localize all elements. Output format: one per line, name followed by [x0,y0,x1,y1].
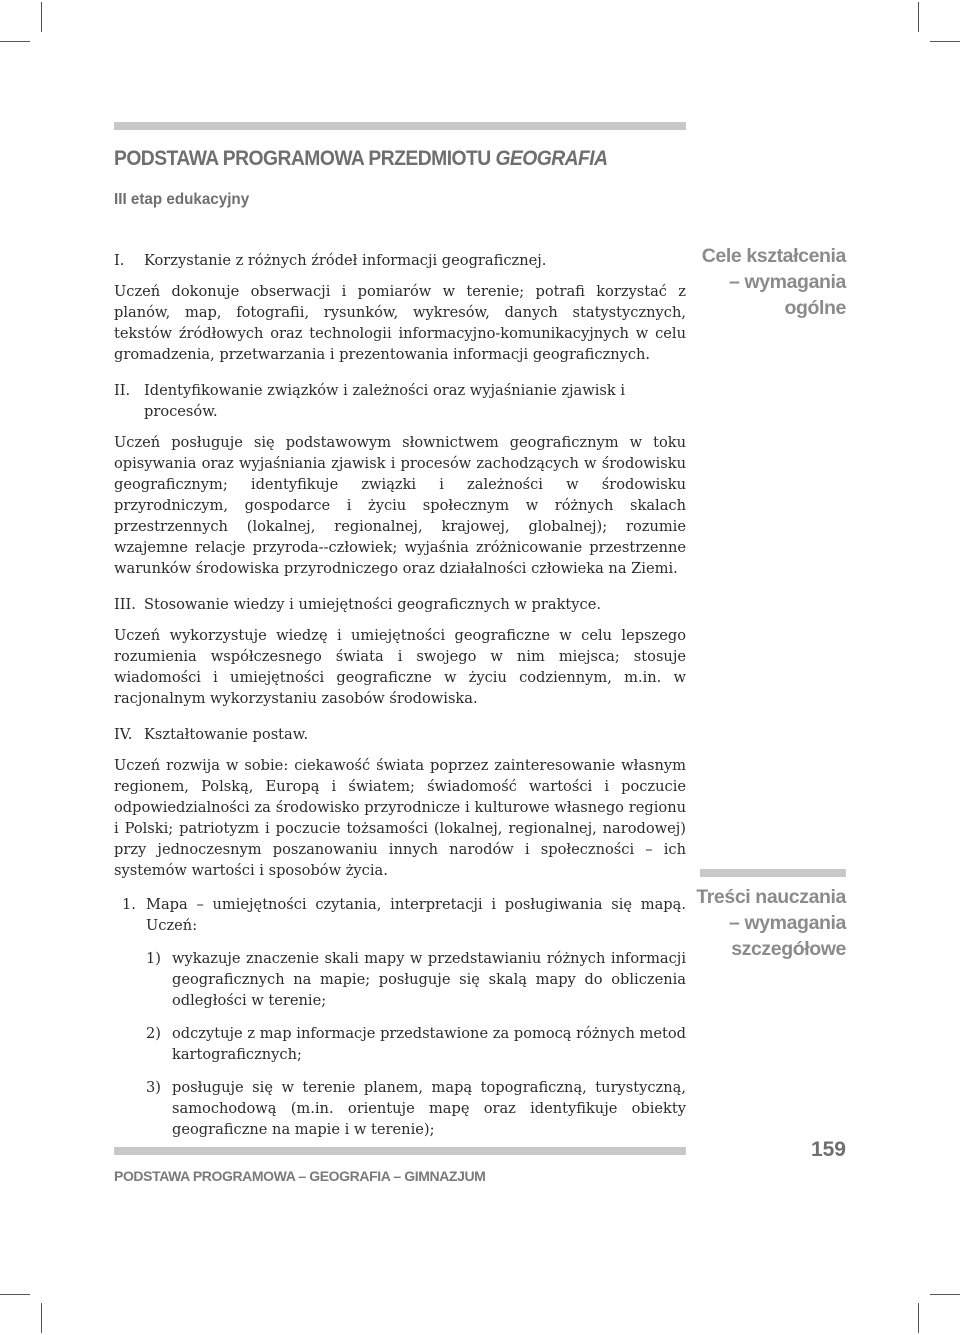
side-label-detailed: Treści nauczania – wymagania szczegółowe [696,886,846,960]
crop-mark [930,41,960,42]
page-number: 159 [810,1138,846,1161]
section-body: Uczeń rozwija w sobie: ciekawość świata poprzez zainteresowanie własnym regionem, Polską, Europą i światem; świadomość wartości i poczucie odpowiedzialności za środowisko przyrodnicze i kulturowe własnego regionu i Polski; patriotyzm i poczucie tożsamości (lokalnej, regionalnej, narodowej) przy jednoczesnym poszanowaniu innych narodów i społeczności – ich systemów wartości i sposobów życia. [114,757,686,879]
side-rule [700,869,846,877]
footer-rule [114,1147,686,1155]
page-title: PODSTAWA PROGRAMOWA PRZEDMIOTU GEOGRAFIA [114,147,608,170]
section-body: Uczeń dokonuje obserwacji i pomiarów w terenie; potrafi korzystać z planów, map, fotografii, rysunków, wykresów, danych statystycznych, tekstów źródłowych oraz technologii informacyjno-komunikacyjnych w celu gromadzenia, przetwarzania i prezentowania informacji geograficznych. [114,283,686,363]
section-heading: IV. Kształtowanie postaw. [114,726,309,743]
page-subtitle: III etap edukacyjny [114,191,250,208]
crop-mark [930,1294,960,1295]
section-heading: II. Identyfikowanie związków i zależności oraz wyjaśnianie zjawisk i procesów. [114,382,626,420]
section-body: Uczeń wykorzystuje wiedzę i umiejętności geograficzne w celu lepszego rozumienia współczesnego świata i swojego w nim miejsca; stosuje wiadomości i umiejętności geograficzne w życiu codziennym, m.in. w racjonalnym wykorzystaniu zasobów środowiska. [114,627,686,707]
detail-list [122,948,686,1140]
crop-mark [0,41,30,42]
section-body: Uczeń posługuje się podstawowym słownictwem geograficznym w toku opisywania oraz wyjaśniania zjawisk i procesów zachodzących w środowisku geograficznym; identyfikuje związki i zależności w środowisku przyrodniczym, gospodarce i życiu społecznym w różnych skalach przestrzennych (lokalnej, regionalnej, krajowej, globalnej); rozumie wzajemne relacje przyroda--człowiek; wyjaśnia zróżnicowanie przestrzenne warunków środowiska przyrodniczego oraz działalności człowieka na Ziemi. [114,434,686,577]
detailed-requirements [122,894,686,1152]
footer-text: PODSTAWA PROGRAMOWA – GEOGRAFIA – GIMNAZJUM [114,1168,486,1184]
list-item: 3) posługuje się w terenie planem, mapą topograficzną, turystyczną, samochodową (m.in. orientuje mapę oraz identyfikuje obiekty geograficzne na mapie i w terenie); [146,1079,686,1138]
section-heading: I. Korzystanie z różnych źródeł informacji geograficznej. [114,252,547,269]
crop-mark [0,1294,30,1295]
list-item: 2) odczytuje z map informacje przedstawione za pomocą różnych metod kartograficznych; [146,1025,686,1063]
header-rule [114,122,686,130]
list-item: 1) wykazuje znaczenie skali mapy w przedstawianiu różnych informacji geograficznych na mapie; posługuje się skalą mapy do obliczenia odległości w terenie; [146,950,686,1009]
crop-mark [41,1303,42,1333]
side-label-general: Cele kształcenia – wymagania ogólne [701,245,846,319]
crop-mark [918,2,919,32]
detail-heading: 1. Mapa – umiejętności czytania, interpretacji i posługiwania się mapą. Uczeń: [122,896,686,934]
general-requirements [114,250,686,896]
crop-mark [918,1303,919,1333]
section-heading: III. Stosowanie wiedzy i umiejętności geograficznych w praktyce. [114,596,601,613]
crop-mark [41,2,42,32]
